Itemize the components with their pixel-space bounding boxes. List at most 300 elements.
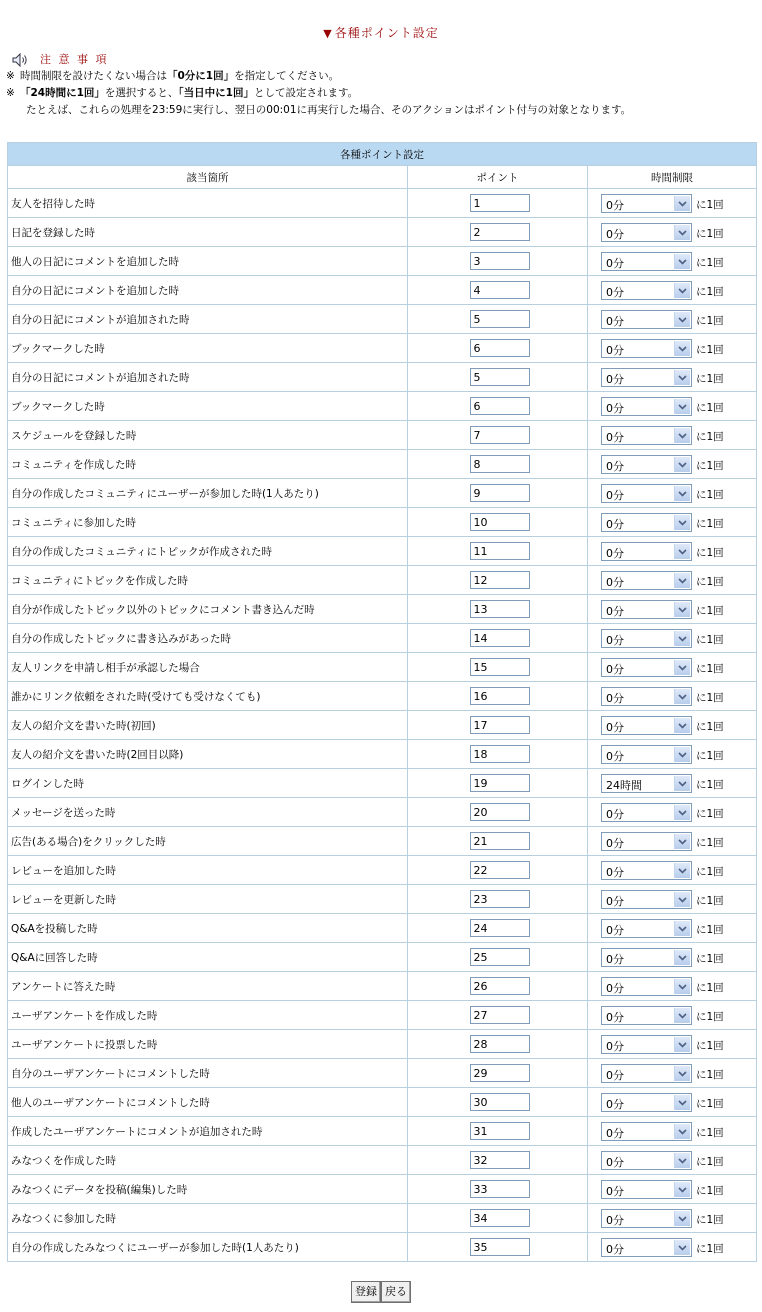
time-limit-value: 0分 bbox=[606, 894, 624, 908]
time-limit-select[interactable] bbox=[601, 745, 692, 764]
time-limit-select[interactable] bbox=[601, 310, 692, 329]
row-label: 自分が作成したトピック以外のトピックにコメント書き込んだ時 bbox=[8, 595, 408, 624]
points-cell bbox=[408, 276, 588, 305]
points-cell bbox=[408, 1001, 588, 1030]
time-limit-select[interactable] bbox=[601, 977, 692, 996]
chevron-down-icon[interactable] bbox=[674, 1008, 690, 1023]
time-limit-select[interactable] bbox=[601, 455, 692, 474]
chevron-down-icon[interactable] bbox=[674, 341, 690, 356]
time-limit-select[interactable] bbox=[601, 281, 692, 300]
time-limit-select[interactable] bbox=[601, 223, 692, 242]
time-limit-suffix: に1回 bbox=[696, 837, 724, 849]
points-input[interactable] bbox=[470, 803, 530, 821]
chevron-down-icon[interactable] bbox=[674, 1095, 690, 1110]
points-input[interactable] bbox=[470, 1151, 530, 1169]
points-input[interactable] bbox=[470, 1122, 530, 1140]
points-input[interactable] bbox=[470, 1238, 530, 1256]
time-limit-value: 0分 bbox=[606, 488, 624, 502]
table-row bbox=[8, 1088, 757, 1117]
points-cell bbox=[408, 885, 588, 914]
row-label: レビューを更新した時 bbox=[8, 885, 408, 914]
table-row bbox=[8, 943, 757, 972]
time-limit-suffix: に1回 bbox=[696, 518, 724, 530]
time-limit-select[interactable] bbox=[601, 1035, 692, 1054]
points-input[interactable] bbox=[470, 1180, 530, 1198]
table-row bbox=[8, 392, 757, 421]
chevron-down-icon[interactable] bbox=[674, 805, 690, 820]
time-limit-select[interactable] bbox=[601, 1064, 692, 1083]
chevron-down-icon[interactable] bbox=[674, 689, 690, 704]
chevron-down-icon[interactable] bbox=[674, 660, 690, 675]
time-limit-suffix: に1回 bbox=[696, 866, 724, 878]
points-cell bbox=[408, 624, 588, 653]
chevron-down-icon[interactable] bbox=[674, 834, 690, 849]
points-cell bbox=[408, 740, 588, 769]
time-limit-cell bbox=[588, 537, 757, 566]
chevron-down-icon[interactable] bbox=[674, 921, 690, 936]
time-limit-value: 0分 bbox=[606, 343, 624, 357]
row-label: 自分の日記にコメントが追加された時 bbox=[8, 363, 408, 392]
table-row bbox=[8, 247, 757, 276]
time-limit-select[interactable] bbox=[601, 252, 692, 271]
time-limit-value: 0分 bbox=[606, 314, 624, 328]
time-limit-select[interactable] bbox=[601, 368, 692, 387]
time-limit-suffix: に1回 bbox=[696, 721, 724, 733]
time-limit-suffix: に1回 bbox=[696, 1040, 724, 1052]
time-limit-suffix: に1回 bbox=[696, 634, 724, 646]
time-limit-suffix: に1回 bbox=[696, 924, 724, 936]
table-row bbox=[8, 1117, 757, 1146]
points-cell bbox=[408, 334, 588, 363]
time-limit-select[interactable] bbox=[601, 513, 692, 532]
chevron-down-icon[interactable] bbox=[674, 457, 690, 472]
table-row bbox=[8, 218, 757, 247]
chevron-down-icon[interactable] bbox=[674, 747, 690, 762]
time-limit-value: 0分 bbox=[606, 923, 624, 937]
points-input[interactable] bbox=[470, 339, 530, 357]
time-limit-value: 0分 bbox=[606, 1155, 624, 1169]
time-limit-value: 0分 bbox=[606, 720, 624, 734]
time-limit-suffix: に1回 bbox=[696, 373, 724, 385]
points-input[interactable] bbox=[470, 223, 530, 241]
row-label: メッセージを送った時 bbox=[8, 798, 408, 827]
points-cell bbox=[408, 595, 588, 624]
notes-header bbox=[6, 52, 756, 68]
time-limit-cell bbox=[588, 856, 757, 885]
table-row bbox=[8, 508, 757, 537]
note-mark: ※ bbox=[6, 87, 15, 99]
points-input[interactable] bbox=[470, 1006, 530, 1024]
time-limit-suffix: に1回 bbox=[696, 750, 724, 762]
button-bar bbox=[0, 1281, 762, 1303]
row-label: 自分の作成したコミュニティにユーザーが参加した時(1人あたり) bbox=[8, 479, 408, 508]
chevron-down-icon[interactable] bbox=[674, 718, 690, 733]
note-line-2 bbox=[6, 85, 756, 102]
points-cell bbox=[408, 1059, 588, 1088]
time-limit-cell bbox=[588, 334, 757, 363]
time-limit-value: 0分 bbox=[606, 1039, 624, 1053]
points-cell bbox=[408, 943, 588, 972]
points-cell bbox=[408, 856, 588, 885]
time-limit-cell bbox=[588, 827, 757, 856]
time-limit-suffix: に1回 bbox=[696, 257, 724, 269]
chevron-down-icon[interactable] bbox=[674, 399, 690, 414]
row-label: みなつくを作成した時 bbox=[8, 1146, 408, 1175]
row-label: 自分のユーザアンケートにコメントした時 bbox=[8, 1059, 408, 1088]
table-row bbox=[8, 972, 757, 1001]
time-limit-cell bbox=[588, 421, 757, 450]
points-input[interactable] bbox=[470, 890, 530, 908]
time-limit-cell bbox=[588, 711, 757, 740]
points-input[interactable] bbox=[470, 1093, 530, 1111]
time-limit-cell bbox=[588, 1146, 757, 1175]
points-cell bbox=[408, 421, 588, 450]
time-limit-suffix: に1回 bbox=[696, 1156, 724, 1168]
chevron-down-icon[interactable] bbox=[674, 573, 690, 588]
chevron-down-icon[interactable] bbox=[674, 283, 690, 298]
row-label: 友人を招待した時 bbox=[8, 189, 408, 218]
chevron-down-icon[interactable] bbox=[674, 1124, 690, 1139]
points-input[interactable] bbox=[470, 1209, 530, 1227]
table-caption: 各種ポイント設定 bbox=[8, 143, 757, 166]
time-limit-cell bbox=[588, 508, 757, 537]
table-row bbox=[8, 1175, 757, 1204]
time-limit-select[interactable] bbox=[601, 658, 692, 677]
row-label: 自分の作成したみなつくにユーザーが参加した時(1人あたり) bbox=[8, 1233, 408, 1262]
points-input[interactable] bbox=[470, 600, 530, 618]
time-limit-select[interactable] bbox=[601, 1151, 692, 1170]
chevron-down-icon[interactable] bbox=[674, 602, 690, 617]
chevron-down-icon[interactable] bbox=[674, 1182, 690, 1197]
points-cell bbox=[408, 1204, 588, 1233]
notes-section bbox=[6, 52, 756, 119]
points-cell bbox=[408, 1175, 588, 1204]
time-limit-value: 0分 bbox=[606, 575, 624, 589]
row-label: アンケートに答えた時 bbox=[8, 972, 408, 1001]
time-limit-select[interactable] bbox=[601, 1006, 692, 1025]
chevron-down-icon[interactable] bbox=[674, 1211, 690, 1226]
points-input[interactable] bbox=[470, 948, 530, 966]
time-limit-cell bbox=[588, 450, 757, 479]
note-bold: 「24時間に1回」 bbox=[20, 87, 105, 99]
points-cell bbox=[408, 1117, 588, 1146]
points-cell bbox=[408, 1233, 588, 1262]
points-input[interactable] bbox=[470, 977, 530, 995]
chevron-down-icon[interactable] bbox=[674, 1037, 690, 1052]
row-label: 広告(ある場合)をクリックした時 bbox=[8, 827, 408, 856]
chevron-down-icon[interactable] bbox=[674, 1240, 690, 1255]
time-limit-select[interactable] bbox=[601, 1122, 692, 1141]
time-limit-value: 0分 bbox=[606, 662, 624, 676]
time-limit-cell bbox=[588, 769, 757, 798]
chevron-down-icon[interactable] bbox=[674, 776, 690, 791]
table-row bbox=[8, 914, 757, 943]
time-limit-suffix: に1回 bbox=[696, 1127, 724, 1139]
time-limit-cell bbox=[588, 189, 757, 218]
time-limit-value: 0分 bbox=[606, 1184, 624, 1198]
table-row bbox=[8, 682, 757, 711]
chevron-down-icon[interactable] bbox=[674, 515, 690, 530]
table-row bbox=[8, 827, 757, 856]
time-limit-cell bbox=[588, 1059, 757, 1088]
note-line-1 bbox=[6, 68, 756, 85]
time-limit-suffix: に1回 bbox=[696, 402, 724, 414]
time-limit-suffix: に1回 bbox=[696, 779, 724, 791]
time-limit-cell bbox=[588, 624, 757, 653]
time-limit-value: 0分 bbox=[606, 1010, 624, 1024]
note-mark: ※ bbox=[6, 70, 15, 82]
points-cell bbox=[408, 392, 588, 421]
chevron-down-icon[interactable] bbox=[674, 225, 690, 240]
row-label: ユーザアンケートに投票した時 bbox=[8, 1030, 408, 1059]
row-label: 誰かにリンク依頼をされた時(受けても受けなくても) bbox=[8, 682, 408, 711]
time-limit-suffix: に1回 bbox=[696, 431, 724, 443]
points-cell bbox=[408, 363, 588, 392]
time-limit-cell bbox=[588, 392, 757, 421]
note-text: を選択すると、 bbox=[104, 87, 179, 99]
column-header-points: ポイント bbox=[408, 166, 588, 189]
points-input[interactable] bbox=[470, 687, 530, 705]
row-label: ブックマークした時 bbox=[8, 334, 408, 363]
points-cell bbox=[408, 566, 588, 595]
points-input[interactable] bbox=[470, 1064, 530, 1082]
chevron-down-icon[interactable] bbox=[674, 1066, 690, 1081]
time-limit-value: 0分 bbox=[606, 1213, 624, 1227]
row-label: 友人の紹介文を書いた時(2回目以降) bbox=[8, 740, 408, 769]
time-limit-select[interactable] bbox=[601, 1180, 692, 1199]
chevron-down-icon[interactable] bbox=[674, 428, 690, 443]
time-limit-value: 0分 bbox=[606, 401, 624, 415]
points-input[interactable] bbox=[470, 861, 530, 879]
time-limit-select[interactable] bbox=[601, 919, 692, 938]
time-limit-select[interactable] bbox=[601, 774, 692, 793]
time-limit-cell bbox=[588, 363, 757, 392]
table-row bbox=[8, 479, 757, 508]
row-label: ブックマークした時 bbox=[8, 392, 408, 421]
time-limit-select[interactable] bbox=[601, 716, 692, 735]
time-limit-value: 0分 bbox=[606, 430, 624, 444]
time-limit-cell bbox=[588, 885, 757, 914]
time-limit-suffix: に1回 bbox=[696, 315, 724, 327]
time-limit-value: 0分 bbox=[606, 372, 624, 386]
chevron-down-icon[interactable] bbox=[674, 631, 690, 646]
table-row bbox=[8, 769, 757, 798]
points-input[interactable] bbox=[470, 368, 530, 386]
points-cell bbox=[408, 1146, 588, 1175]
time-limit-value: 0分 bbox=[606, 749, 624, 763]
time-limit-select[interactable] bbox=[601, 803, 692, 822]
table-row bbox=[8, 363, 757, 392]
points-cell bbox=[408, 305, 588, 334]
time-limit-select[interactable] bbox=[601, 571, 692, 590]
time-limit-cell bbox=[588, 566, 757, 595]
points-input[interactable] bbox=[470, 629, 530, 647]
row-label: 友人リンクを申請し相手が承認した場合 bbox=[8, 653, 408, 682]
time-limit-cell bbox=[588, 247, 757, 276]
time-limit-cell bbox=[588, 595, 757, 624]
time-limit-cell bbox=[588, 798, 757, 827]
time-limit-value: 0分 bbox=[606, 952, 624, 966]
points-input[interactable] bbox=[470, 658, 530, 676]
time-limit-value: 0分 bbox=[606, 691, 624, 705]
time-limit-select[interactable] bbox=[601, 600, 692, 619]
chevron-down-icon[interactable] bbox=[674, 370, 690, 385]
speaker-icon bbox=[12, 53, 30, 67]
time-limit-suffix: に1回 bbox=[696, 576, 724, 588]
points-input[interactable] bbox=[470, 571, 530, 589]
time-limit-cell bbox=[588, 914, 757, 943]
points-input[interactable] bbox=[470, 919, 530, 937]
table-row bbox=[8, 885, 757, 914]
time-limit-suffix: に1回 bbox=[696, 1011, 724, 1023]
time-limit-select[interactable] bbox=[601, 629, 692, 648]
time-limit-suffix: に1回 bbox=[696, 1185, 724, 1197]
row-label: コミュニティにトピックを作成した時 bbox=[8, 566, 408, 595]
time-limit-select[interactable] bbox=[601, 1093, 692, 1112]
points-input[interactable] bbox=[470, 281, 530, 299]
time-limit-suffix: に1回 bbox=[696, 692, 724, 704]
time-limit-select[interactable] bbox=[601, 426, 692, 445]
back-button[interactable]: 戻る bbox=[381, 1281, 411, 1303]
time-limit-suffix: に1回 bbox=[696, 228, 724, 240]
note-bold: 「当日中に1回」 bbox=[178, 87, 254, 99]
note-bold: 「0分に1回」 bbox=[167, 70, 235, 82]
time-limit-cell bbox=[588, 479, 757, 508]
table-row bbox=[8, 566, 757, 595]
chevron-down-icon[interactable] bbox=[674, 863, 690, 878]
time-limit-select[interactable] bbox=[601, 542, 692, 561]
time-limit-cell bbox=[588, 1030, 757, 1059]
chevron-down-icon[interactable] bbox=[674, 892, 690, 907]
time-limit-value: 0分 bbox=[606, 1126, 624, 1140]
row-label: 自分の作成したトピックに書き込みがあった時 bbox=[8, 624, 408, 653]
time-limit-suffix: に1回 bbox=[696, 1214, 724, 1226]
chevron-down-icon[interactable] bbox=[674, 486, 690, 501]
time-limit-select[interactable] bbox=[601, 687, 692, 706]
note-text: 時間制限を設けたくない場合は bbox=[20, 70, 167, 82]
chevron-down-icon[interactable] bbox=[674, 544, 690, 559]
table-row bbox=[8, 711, 757, 740]
time-limit-suffix: に1回 bbox=[696, 1069, 724, 1081]
points-cell bbox=[408, 1088, 588, 1117]
time-limit-value: 0分 bbox=[606, 865, 624, 879]
row-label: 日記を登録した時 bbox=[8, 218, 408, 247]
table-row bbox=[8, 1001, 757, 1030]
time-limit-value: 0分 bbox=[606, 546, 624, 560]
time-limit-select[interactable] bbox=[601, 890, 692, 909]
page-title-text: 各種ポイント設定 bbox=[334, 26, 439, 40]
note-text: として設定されます。 bbox=[253, 87, 359, 99]
points-input[interactable] bbox=[470, 484, 530, 502]
points-cell bbox=[408, 682, 588, 711]
points-cell bbox=[408, 798, 588, 827]
time-limit-select[interactable] bbox=[601, 397, 692, 416]
points-cell bbox=[408, 450, 588, 479]
time-limit-cell bbox=[588, 682, 757, 711]
row-label: 作成したユーザアンケートにコメントが追加された時 bbox=[8, 1117, 408, 1146]
table-row bbox=[8, 1059, 757, 1088]
points-input[interactable] bbox=[470, 194, 530, 212]
time-limit-suffix: に1回 bbox=[696, 344, 724, 356]
points-input[interactable] bbox=[470, 455, 530, 473]
points-input[interactable] bbox=[470, 397, 530, 415]
register-button[interactable]: 登録 bbox=[351, 1281, 381, 1303]
points-input[interactable] bbox=[470, 832, 530, 850]
row-label: 他人のユーザアンケートにコメントした時 bbox=[8, 1088, 408, 1117]
note-line-3: たとえば、これらの処理を23:59に実行し、翌日の00:01に再実行した場合、そのアクションはポイント付与の対象となります。 bbox=[26, 104, 632, 116]
page-title bbox=[0, 24, 762, 41]
row-label: 自分の日記にコメントが追加された時 bbox=[8, 305, 408, 334]
time-limit-select[interactable] bbox=[601, 484, 692, 503]
table-row bbox=[8, 798, 757, 827]
time-limit-value: 0分 bbox=[606, 256, 624, 270]
time-limit-select[interactable] bbox=[601, 194, 692, 213]
time-limit-cell bbox=[588, 972, 757, 1001]
points-input[interactable] bbox=[470, 1035, 530, 1053]
time-limit-select[interactable] bbox=[601, 832, 692, 851]
time-limit-value: 0分 bbox=[606, 459, 624, 473]
time-limit-select[interactable] bbox=[601, 948, 692, 967]
points-cell bbox=[408, 1030, 588, 1059]
table-row bbox=[8, 305, 757, 334]
chevron-down-icon[interactable] bbox=[674, 196, 690, 211]
points-input[interactable] bbox=[470, 513, 530, 531]
chevron-down-icon[interactable] bbox=[674, 254, 690, 269]
time-limit-select[interactable] bbox=[601, 861, 692, 880]
time-limit-cell bbox=[588, 1088, 757, 1117]
points-input[interactable] bbox=[470, 774, 530, 792]
table-row bbox=[8, 276, 757, 305]
points-input[interactable] bbox=[470, 542, 530, 560]
time-limit-cell bbox=[588, 740, 757, 769]
row-label: Q&Aに回答した時 bbox=[8, 943, 408, 972]
points-input[interactable] bbox=[470, 745, 530, 763]
time-limit-suffix: に1回 bbox=[696, 286, 724, 298]
points-input[interactable] bbox=[470, 716, 530, 734]
table-row bbox=[8, 450, 757, 479]
chevron-down-icon[interactable] bbox=[674, 1153, 690, 1168]
row-label: Q&Aを投稿した時 bbox=[8, 914, 408, 943]
table-row bbox=[8, 421, 757, 450]
table-row bbox=[8, 334, 757, 363]
time-limit-suffix: に1回 bbox=[696, 460, 724, 472]
time-limit-cell bbox=[588, 1204, 757, 1233]
time-limit-select[interactable] bbox=[601, 339, 692, 358]
row-label: コミュニティに参加した時 bbox=[8, 508, 408, 537]
chevron-down-icon[interactable] bbox=[674, 312, 690, 327]
row-label: 自分の日記にコメントを追加した時 bbox=[8, 276, 408, 305]
points-input[interactable] bbox=[470, 252, 530, 270]
points-cell bbox=[408, 711, 588, 740]
time-limit-cell bbox=[588, 276, 757, 305]
table-row bbox=[8, 537, 757, 566]
points-cell bbox=[408, 218, 588, 247]
points-cell bbox=[408, 769, 588, 798]
time-limit-cell bbox=[588, 218, 757, 247]
points-input[interactable] bbox=[470, 426, 530, 444]
points-cell bbox=[408, 189, 588, 218]
chevron-down-icon[interactable] bbox=[674, 950, 690, 965]
table-row bbox=[8, 1233, 757, 1262]
row-label: 自分の作成したコミュニティにトピックが作成された時 bbox=[8, 537, 408, 566]
row-label: みなつくにデータを投稿(編集)した時 bbox=[8, 1175, 408, 1204]
time-limit-suffix: に1回 bbox=[696, 547, 724, 559]
time-limit-value: 0分 bbox=[606, 1242, 624, 1256]
points-input[interactable] bbox=[470, 310, 530, 328]
time-limit-select[interactable] bbox=[601, 1238, 692, 1257]
chevron-down-icon[interactable] bbox=[674, 979, 690, 994]
time-limit-select[interactable] bbox=[601, 1209, 692, 1228]
